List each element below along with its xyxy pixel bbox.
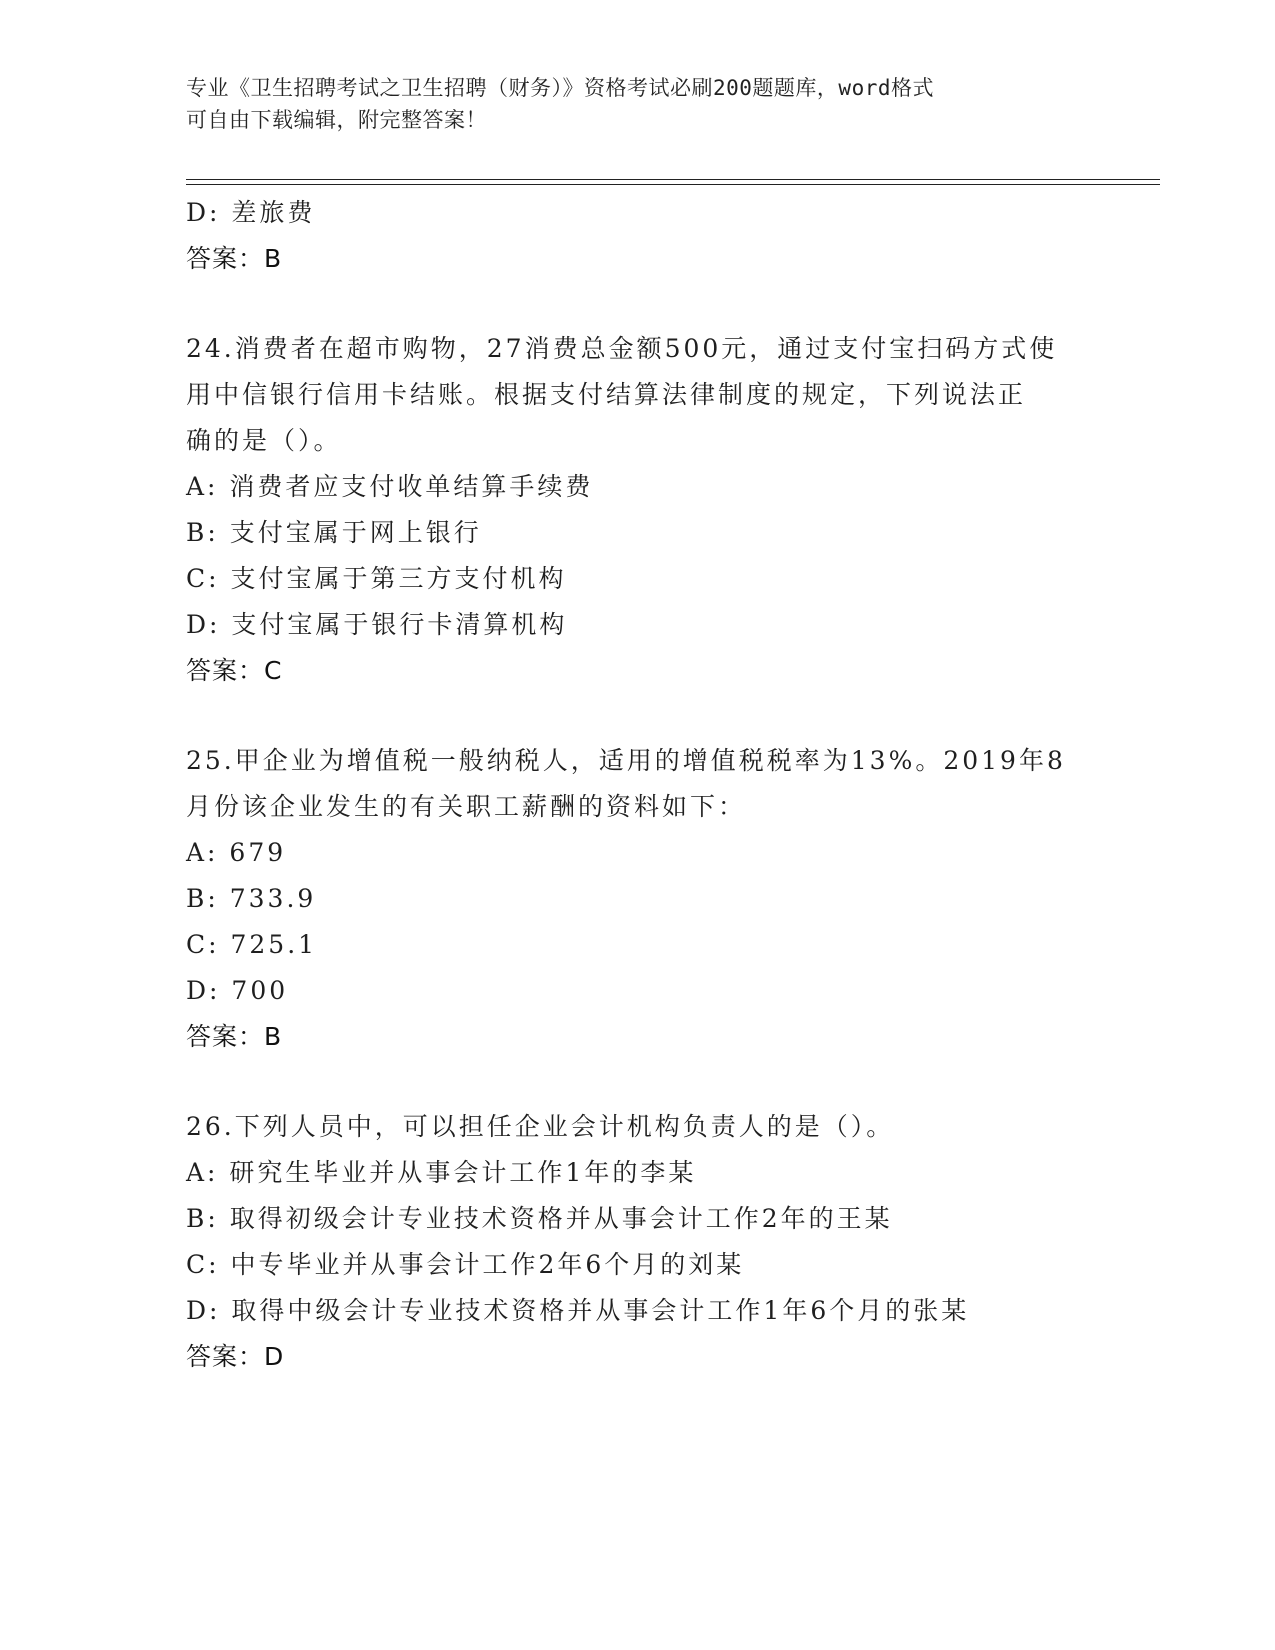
header-divider-bottom — [186, 184, 1160, 185]
option-b: B: 取得初级会计专业技术资格并从事会计工作2年的王某 — [186, 1204, 893, 1233]
previous-question-tail — [186, 190, 1106, 282]
option-c: C: 中专毕业并从事会计工作2年6个月的刘某 — [186, 1250, 745, 1279]
page-header — [186, 72, 1086, 136]
option-a: A: 679 — [186, 838, 287, 867]
header-divider-top — [186, 179, 1160, 180]
option-a: A: 消费者应支付收单结算手续费 — [186, 472, 594, 501]
option-a: A: 研究生毕业并从事会计工作1年的李某 — [186, 1158, 697, 1187]
answer-line: 答案：B — [186, 1022, 283, 1051]
header-line-2: 可自由下载编辑，附完整答案！ — [186, 108, 487, 132]
option-c: C: 支付宝属于第三方支付机构 — [186, 564, 567, 593]
answer-line: 答案：D — [186, 1342, 285, 1371]
option-b: B: 支付宝属于网上银行 — [186, 518, 482, 547]
question-stem-line: 25.甲企业为增值税一般纳税人，适用的增值税税率为13%。2019年8 — [186, 746, 1066, 775]
question-stem-line: 24.消费者在超市购物，27消费总金额500元，通过支付宝扫码方式使 — [186, 334, 1058, 363]
answer-line: 答案：B — [186, 244, 283, 273]
answer-line: 答案：C — [186, 656, 283, 685]
question-stem-line: 用中信银行信用卡结账。根据支付结算法律制度的规定，下列说法正 — [186, 380, 1027, 409]
question-stem-line: 确的是（）。 — [186, 426, 342, 455]
question-25 — [186, 738, 1106, 1060]
question-stem-line: 月份该企业发生的有关职工薪酬的资料如下： — [186, 792, 747, 821]
option-c: C: 725.1 — [186, 930, 318, 959]
question-stem-line: 26.下列人员中，可以担任企业会计机构负责人的是（）。 — [186, 1112, 895, 1141]
option-d: D: 支付宝属于银行卡清算机构 — [186, 610, 568, 639]
option-b: B: 733.9 — [186, 884, 317, 913]
option-d: D: 700 — [186, 976, 289, 1005]
option-d: D: 取得中级会计专业技术资格并从事会计工作1年6个月的张某 — [186, 1296, 970, 1325]
header-line-1: 专业《卫生招聘考试之卫生招聘（财务）》资格考试必刷200题题库，word格式 — [186, 76, 934, 100]
question-24 — [186, 326, 1106, 694]
document-body — [186, 190, 1106, 1380]
option-d: D: 差旅费 — [186, 198, 316, 227]
question-26 — [186, 1104, 1106, 1380]
